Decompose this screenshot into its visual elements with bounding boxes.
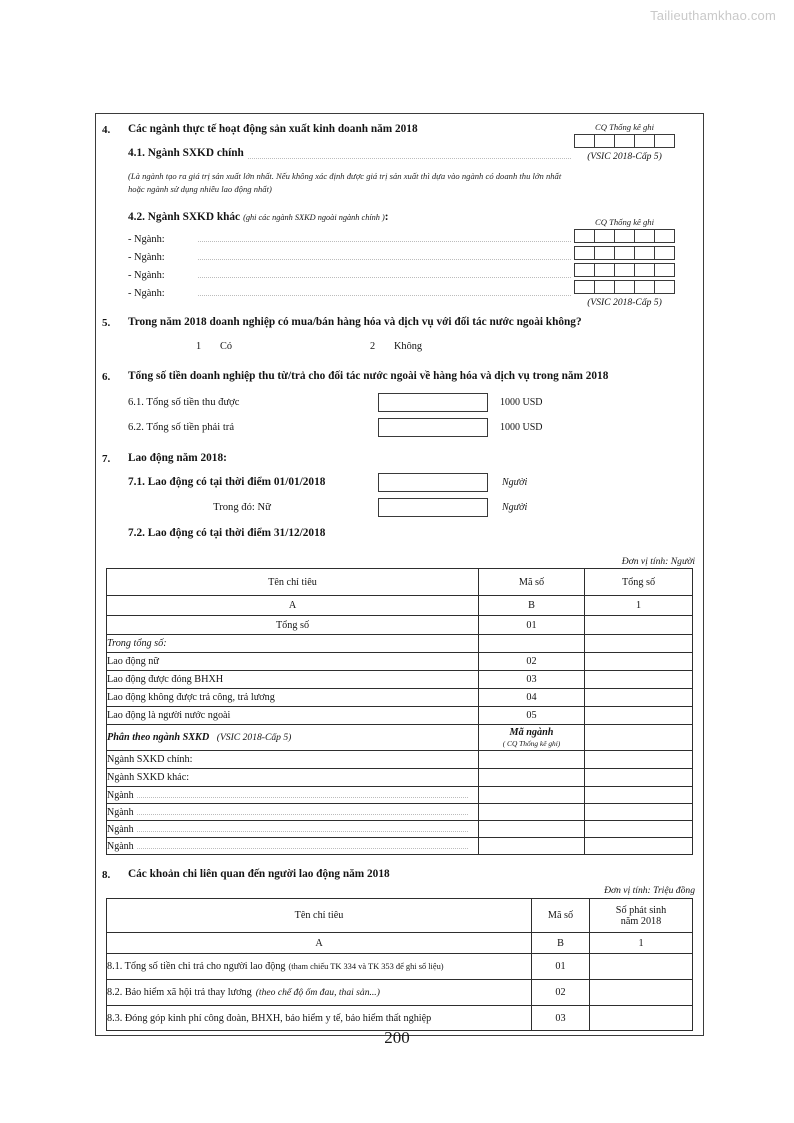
row-value[interactable] [585,769,693,787]
blank-sector-value[interactable] [585,821,693,838]
option-1-label[interactable]: Có [220,341,233,352]
row-label-note: (theo chế độ ốm đau, thai sản...) [255,987,380,998]
q42-row-label: - Ngành: [128,288,165,299]
table-letter-row [107,933,693,954]
letter-b: B [479,596,585,616]
row-code [479,635,585,653]
blank-sector-label: Ngành [107,824,134,835]
table-letter-row [107,596,693,616]
q42-row-line[interactable] [198,286,571,296]
blank-sector-line [107,787,479,804]
q42-code-caption: CQ Thống kê ghi [595,217,654,227]
header-total: Tổng số [585,569,693,596]
labour-expense-table [106,898,693,1031]
row-code: 03 [479,671,585,689]
q71-line [128,473,697,492]
blank-sector-value[interactable] [585,787,693,804]
code-cell[interactable] [594,229,615,243]
question-6-number: 6. [102,371,111,383]
code-cell[interactable] [654,229,675,243]
code-cell[interactable] [614,246,635,260]
row-code: 05 [479,707,585,725]
table-row [107,707,693,725]
q42-row-line[interactable] [198,232,571,242]
row-code: 02 [532,980,590,1006]
question-5-number: 5. [102,317,111,329]
row-label: Ngành SXKD chính: [107,751,479,769]
labour-table [106,568,693,855]
row-label: Lao động được đóng BHXH [107,671,479,689]
table-row [107,635,693,653]
row-value[interactable] [590,954,693,980]
blank-sector-row [107,806,478,818]
q71-female-line [128,498,697,517]
q71-female-unit: Người [502,502,528,513]
code-cell[interactable] [574,246,595,260]
question-7-number: 7. [102,453,111,465]
option-1-number: 1 [196,341,202,352]
row-code: 01 [532,954,590,980]
sector-code-sub: ( CQ Thống kê ghi) [502,738,561,748]
row-value[interactable] [590,980,693,1006]
question-7-title: Lao động năm 2018: [128,452,227,464]
row-label-main: 8.3. Đóng góp kinh phí công đoàn, BHXH, bảo hiểm y tế, bảo hiểm thất nghiệp [107,1012,432,1024]
code-cell[interactable] [654,134,675,148]
row-label [107,980,532,1006]
table-row [107,671,693,689]
blank-sector-label: Ngành [107,807,134,818]
table-row-blank-sector [107,838,693,855]
code-cell[interactable] [654,263,675,277]
table-header-row [107,569,693,596]
code-cell[interactable] [574,263,595,277]
question-8-number: 8. [102,869,111,881]
code-cell[interactable] [614,229,635,243]
blank-sector-row [107,823,478,835]
header-indicator-name: Tên chỉ tiêu [107,569,479,596]
row-value[interactable] [585,689,693,707]
code-cell[interactable] [654,280,675,294]
row-label-main: 8.1. Tổng số tiền chi trả cho người lao động [107,961,286,972]
q41-code-footer: (VSIC 2018-Cấp 5) [587,151,662,162]
q72-label: 7.2. Lao động có tại thời điểm 31/12/2018 [128,527,326,539]
row-value[interactable] [585,635,693,653]
blank-sector-code[interactable] [479,787,585,804]
row-label-main: 8.2. Bảo hiểm xã hội trả thay lương [107,987,252,998]
question-8-title: Các khoản chi liên quan đến người lao động năm 2018 [128,868,390,880]
q41-code-caption: CQ Thống kê ghi [595,122,654,132]
code-cell[interactable] [574,229,595,243]
q61-input[interactable] [378,393,488,412]
row-label: Tổng số [107,616,479,635]
row-code: 02 [479,653,585,671]
letter-b: B [532,933,590,954]
letter-1: 1 [590,933,693,954]
row-value[interactable] [590,1006,693,1031]
sector-label [107,725,479,751]
blank-sector-label: Ngành [107,841,134,852]
question-6 [102,369,697,437]
row-code[interactable] [479,751,585,769]
header-code: Mã số [532,899,590,933]
sector-code-header [479,725,585,751]
q41-hint: (Là ngành tạo ra giá trị sản xuất lớn nhất. Nếu không xác định được giá trị sản xuất thì dựa vào ngành có doanh thu lớn nhất hoặc ngành sử dụng nhiều lao động nhất) [128,171,562,194]
table-header-row [107,899,693,933]
row-label-note: (tham chiếu TK 334 và TK 353 để ghi số liệu) [288,962,444,971]
blank-sector-value[interactable] [585,804,693,821]
code-cell[interactable] [634,134,655,148]
letter-a: A [107,596,479,616]
q42-row-label: - Ngành: [128,234,165,245]
letter-1: 1 [585,596,693,616]
table-row [107,689,693,707]
option-2-number: 2 [370,341,376,352]
question-7 [102,451,697,541]
row-value[interactable] [585,671,693,689]
q42-row-label: - Ngành: [128,252,165,263]
option-2-label[interactable]: Không [394,341,423,352]
code-cell[interactable] [634,280,655,294]
header-code: Mã số [479,569,585,596]
q42-row-label: - Ngành: [128,270,165,281]
blank-sector-line [107,838,479,855]
table-row-blank-sector [107,821,693,838]
form-page-frame [95,113,704,1036]
question-4-number: 4. [102,124,111,136]
blank-sector-input-line[interactable] [137,823,468,832]
row-value[interactable] [585,751,693,769]
q42-code-boxes-row[interactable] [562,246,687,260]
q62-input[interactable] [378,418,488,437]
code-cell[interactable] [614,134,635,148]
code-cell[interactable] [594,263,615,277]
question-5 [102,315,697,355]
code-cell[interactable] [614,280,635,294]
question-6-title: Tổng số tiền doanh nghiệp thu từ/trả cho đối tác nước ngoài về hàng hóa và dịch vụ trong năm 2018 [128,370,609,382]
q62-line [128,418,697,437]
blank-sector-value[interactable] [585,838,693,855]
q61-label: 6.1. Tổng số tiền thu được [128,397,240,408]
table-row [107,653,693,671]
code-cell[interactable] [594,246,615,260]
sector-code-main: Mã ngành [509,726,554,738]
code-cell[interactable] [614,263,635,277]
q71-female-input[interactable] [378,498,488,517]
row-code: 04 [479,689,585,707]
blank-sector-code[interactable] [479,804,585,821]
question-4-title: Các ngành thực tế hoạt động sản xuất kinh doanh năm 2018 [128,123,418,135]
page-number: 200 [384,1028,410,1047]
q71-female-label: Trong đó: Nữ [213,502,271,513]
q61-line [128,393,697,412]
site-watermark: Tailieuthamkhao.com [650,8,776,23]
row-label: Trong tổng số: [107,635,479,653]
q8-unit-caption: Đơn vị tính: Triệu đồng [604,885,695,896]
table-row [107,769,693,787]
blank-sector-input-line[interactable] [137,806,468,815]
code-cell[interactable] [594,280,615,294]
q42-row-line[interactable] [198,268,571,278]
q41-code-block [562,122,687,163]
header-amount [590,899,693,933]
header-indicator-name: Tên chỉ tiêu [107,899,532,933]
q7-unit-caption: Đơn vị tính: Người [621,556,695,567]
q61-unit: 1000 USD [500,397,543,408]
blank-sector-input-line[interactable] [137,840,468,849]
blank-sector-line [107,804,479,821]
row-label: Lao động là người nước ngoài [107,707,479,725]
table-row [107,980,693,1006]
question-8 [102,867,697,882]
row-label: Lao động không được trả công, trả lương [107,689,479,707]
row-code[interactable] [479,769,585,787]
code-cell[interactable] [634,229,655,243]
row-code: 01 [479,616,585,635]
row-label [107,1006,532,1031]
question-5-title: Trong năm 2018 doanh nghiệp có mua/bán hàng hóa và dịch vụ với đối tác nước ngoài không? [128,316,582,328]
sector-label-note: (VSIC 2018-Cấp 5) [216,732,292,743]
q42-row-line[interactable] [198,250,571,260]
table-row [107,954,693,980]
header-amount-line2: năm 2018 [620,915,662,927]
header-amount-line1: Số phát sinh [615,904,667,916]
q41-label: 4.1. Ngành SXKD chính [128,147,244,159]
q42-label-note: (ghi các ngành SXKD ngoài ngành chính ) [243,213,385,222]
code-cell[interactable] [634,246,655,260]
blank-sector-line [107,821,479,838]
row-code: 03 [532,1006,590,1031]
q41-answer-line[interactable] [248,149,571,159]
blank-sector-code[interactable] [479,821,585,838]
code-cell[interactable] [574,280,595,294]
q41-code-boxes[interactable] [562,134,687,148]
q42-label: 4.2. Ngành SXKD khác [128,211,241,223]
sector-label-main: Phân theo ngành SXKD [107,732,210,743]
row-label [107,954,532,980]
blank-sector-row [107,789,478,801]
row-label: Lao động nữ [107,653,479,671]
blank-sector-label: Ngành [107,790,134,801]
code-cell[interactable] [634,263,655,277]
q42-code-footer: (VSIC 2018-Cấp 5) [587,297,662,308]
q42-code-boxes-row[interactable] [562,280,687,294]
code-cell[interactable] [574,134,595,148]
q62-label: 6.2. Tổng số tiền phải trả [128,422,235,433]
row-value[interactable] [585,653,693,671]
q42-code-boxes-row[interactable] [562,263,687,277]
row-value[interactable] [585,616,693,635]
code-cell[interactable] [594,134,615,148]
q62-unit: 1000 USD [500,422,543,433]
table-row-blank-sector [107,804,693,821]
sector-value[interactable] [585,725,693,751]
sector-header-row [107,725,693,751]
code-cell[interactable] [654,246,675,260]
table-row [107,751,693,769]
row-value[interactable] [585,707,693,725]
question-5-options [128,339,697,355]
q42-code-boxes-row[interactable] [562,229,687,243]
blank-sector-code[interactable] [479,838,585,855]
q71-label: 7.1. Lao động có tại thời điểm 01/01/2018 [128,476,326,488]
row-label: Ngành SXKD khác: [107,769,479,787]
q71-unit: Người [502,477,528,488]
q42-code-block [562,217,687,309]
blank-sector-row [107,840,478,852]
blank-sector-input-line[interactable] [137,789,468,798]
table-row-blank-sector [107,787,693,804]
table-row [107,616,693,635]
q71-input[interactable] [378,473,488,492]
letter-a: A [107,933,532,954]
q42-label-colon: : [384,211,389,223]
table-row [107,1006,693,1031]
